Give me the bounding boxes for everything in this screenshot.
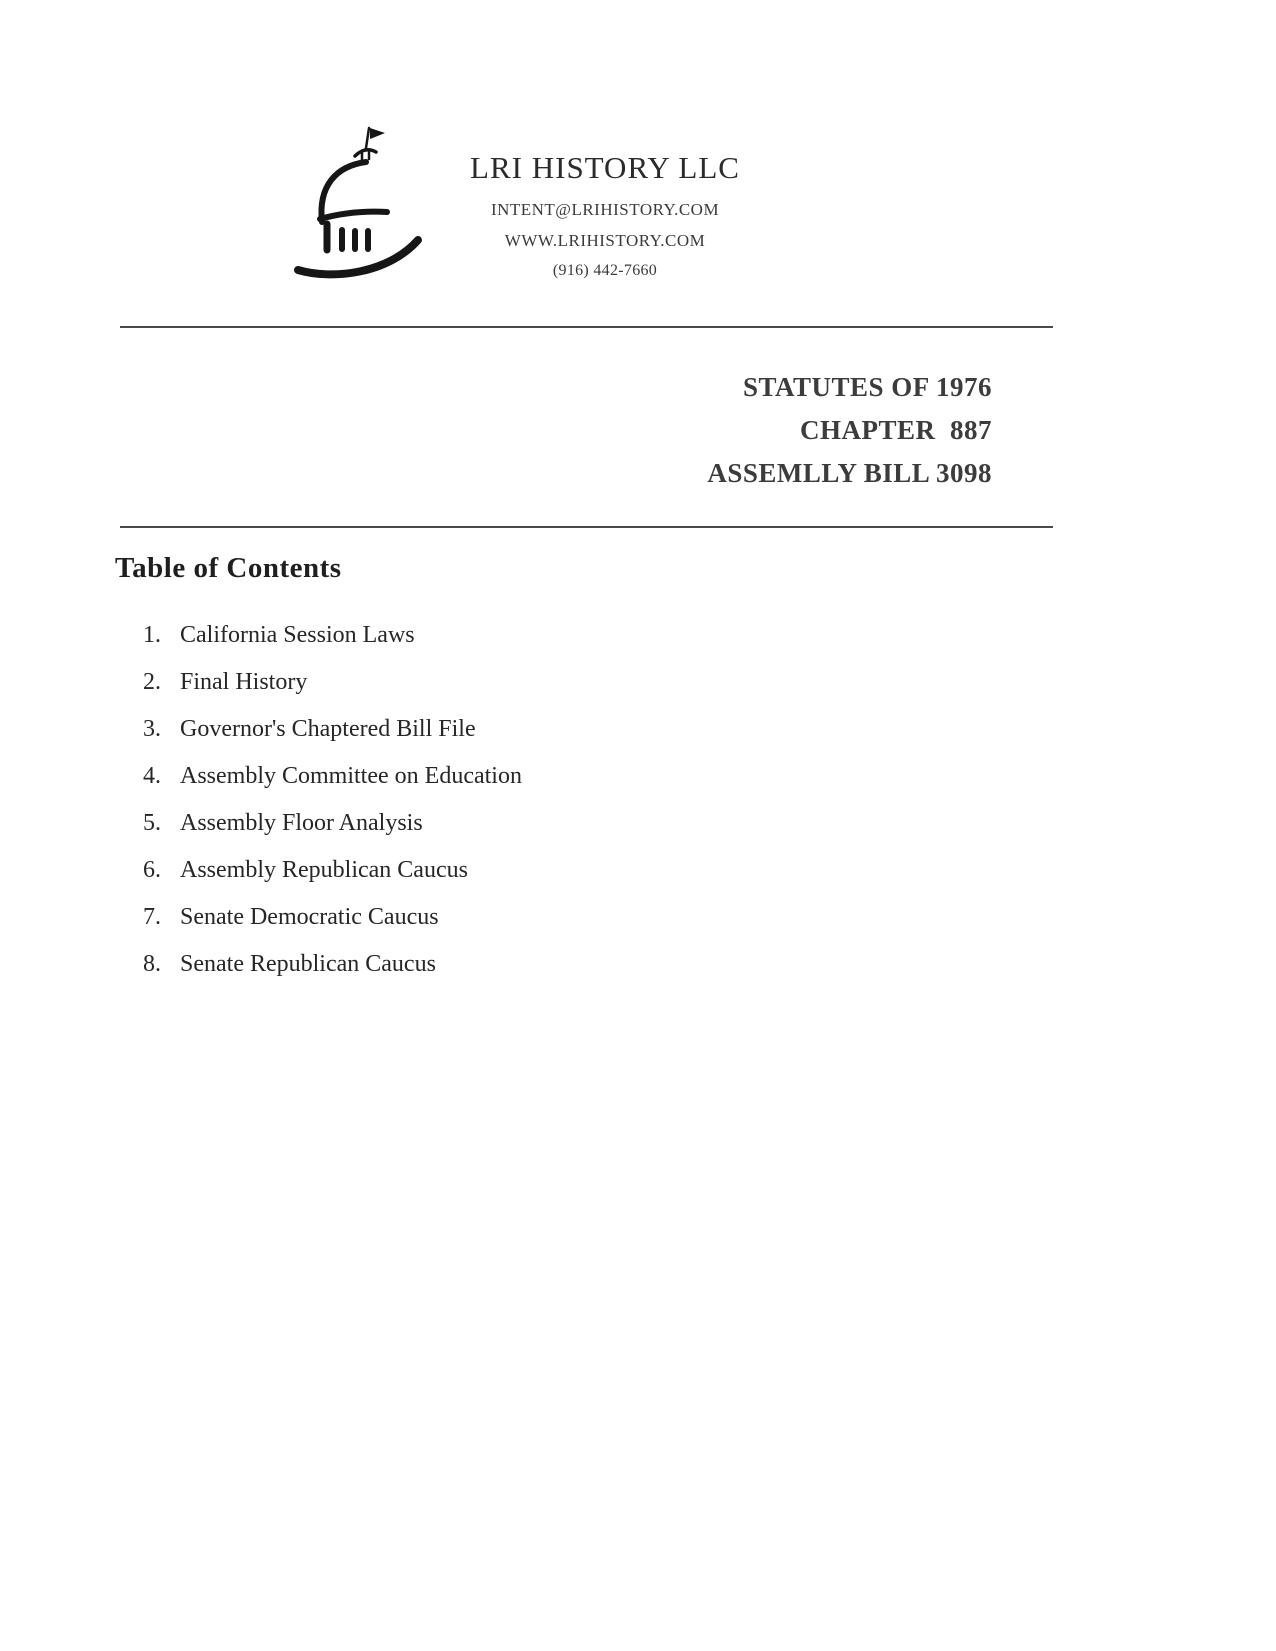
letterhead <box>430 150 780 291</box>
toc-item-number: 4. <box>143 763 161 789</box>
toc-heading: Table of Contents <box>115 552 342 584</box>
capitol-dome-logo <box>292 122 442 292</box>
toc-item-label: Senate Republican Caucus <box>180 951 436 977</box>
toc-item <box>115 715 1015 743</box>
statute-title-block <box>707 366 992 495</box>
company-name: LRI HISTORY LLC <box>470 150 740 185</box>
toc-item-number: 8. <box>143 951 161 977</box>
company-phone: (916) 442-7660 <box>552 262 658 279</box>
toc-item-number: 7. <box>143 904 161 930</box>
toc-item <box>115 668 1015 696</box>
toc-item-label: Assembly Committee on Education <box>180 763 522 789</box>
toc-item-label: Final History <box>180 669 308 695</box>
toc-item-label: Assembly Floor Analysis <box>180 810 423 836</box>
toc-item-number: 6. <box>143 857 161 883</box>
toc-item-label: California Session Laws <box>180 622 415 648</box>
company-email: INTENT@LRIHISTORY.COM <box>490 200 720 219</box>
statutes-line: STATUTES OF 1976 <box>742 372 992 402</box>
toc-item-number: 1. <box>143 622 161 648</box>
table-of-contents <box>115 552 1015 997</box>
capitol-dome-logo-icon <box>292 122 442 292</box>
divider-top <box>120 326 1053 328</box>
toc-item-label: Senate Democratic Caucus <box>180 904 439 930</box>
divider-bottom <box>120 526 1053 528</box>
assembly-bill-line: ASSEMLLY BILL 3098 <box>707 458 992 488</box>
toc-item <box>115 903 1015 931</box>
toc-item-number: 5. <box>143 810 161 836</box>
toc-item <box>115 856 1015 884</box>
toc-item <box>115 950 1015 978</box>
toc-list <box>115 621 1015 978</box>
toc-item-number: 3. <box>143 716 161 742</box>
toc-item <box>115 621 1015 649</box>
chapter-line: CHAPTER 887 <box>799 415 992 445</box>
toc-item-label: Assembly Republican Caucus <box>180 857 468 883</box>
toc-item <box>115 809 1015 837</box>
toc-item-number: 2. <box>143 669 161 695</box>
toc-item <box>115 762 1015 790</box>
toc-item-label: Governor's Chaptered Bill File <box>180 716 476 742</box>
company-website: WWW.LRIHISTORY.COM <box>504 231 706 250</box>
